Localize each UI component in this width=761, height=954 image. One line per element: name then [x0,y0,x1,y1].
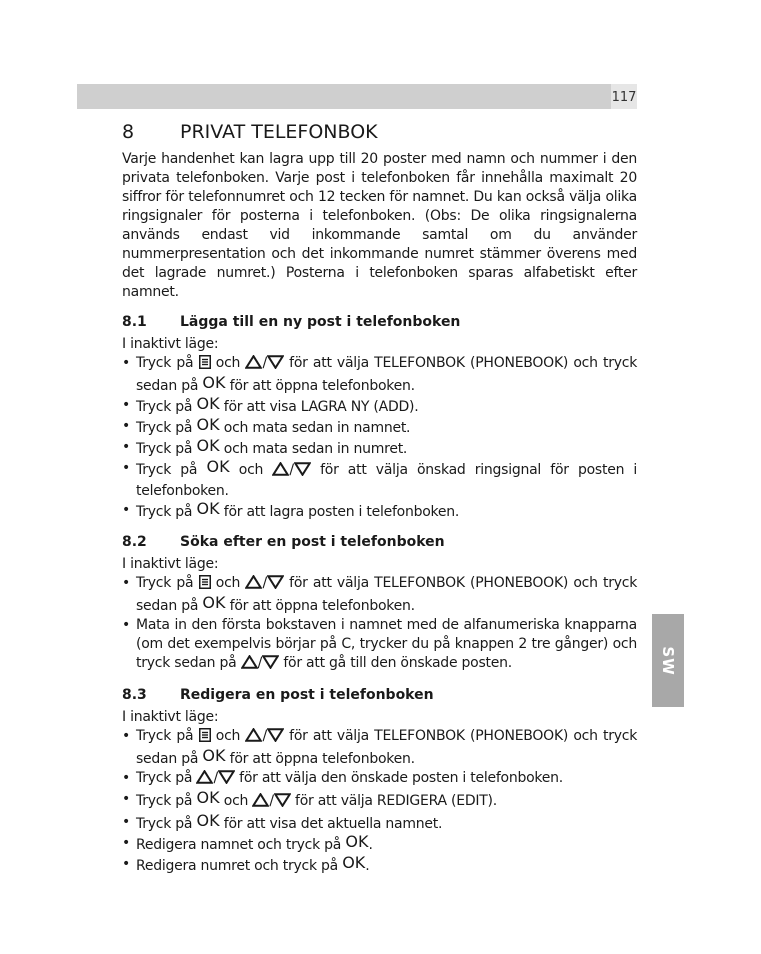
section-number: 8 [122,121,135,143]
subsection-number: 8.1 [122,314,147,330]
section-heading [122,118,637,146]
ok-key-icon: OK [345,832,369,851]
language-tab [652,614,684,707]
subsection-number: 8.2 [122,534,147,550]
subsection-heading [122,686,637,705]
list-item: • Tryck på och / för att välja TELEFONBOK (PHONEBOOK) och tryck sedan på OK för att öppna telefonboken. [122,354,637,396]
list-item: • Redigera numret och tryck på OK. [122,855,637,876]
menu-list-icon [199,728,211,748]
up-triangle-icon [245,355,262,375]
list-item: • Tryck på OK och mata sedan in numret. [122,438,637,459]
subsection-title: Lägga till en ny post i telefonboken [180,314,461,330]
list-item: • Tryck på OK för att visa det aktuella namnet. [122,813,637,834]
list-item: • Tryck på OK för att visa LAGRA NY (ADD). [122,396,637,417]
subsection-heading [122,313,637,332]
down-triangle-icon [267,575,284,595]
list-item: • Tryck på OK för att lagra posten i telefonboken. [122,501,637,522]
subsection-title: Redigera en post i telefonboken [180,687,434,703]
header-bar [77,84,611,109]
ok-key-icon: OK [206,457,230,476]
up-triangle-icon [252,793,269,813]
list-item: • Tryck på / för att välja den önskade posten i telefonboken. [122,769,637,790]
up-triangle-icon [272,462,289,482]
list-item: • Tryck på OK och / för att välja REDIGERA (EDIT). [122,790,637,813]
down-triangle-icon [274,793,291,813]
subsection-intro: I inaktivt läge: [122,709,219,725]
ok-key-icon: OK [202,746,226,765]
section-title: PRIVAT TELEFONBOK [180,121,378,143]
down-triangle-icon [294,462,311,482]
section-intro: Varje handenhet kan lagra upp till 20 poster med namn och nummer i den privata telefonboken. Varje post i telefonboken får innehålla maximalt 20 siffror för telefonnumret och 12 tecken för namnet. Du kan också välja olika ringsignaler för posterna i telefonboken. (Obs: De olika ringsignalerna används endast vid inkommande samtal om du använder nummerpresentation och det inkommande numret stämmer överens med det lagrade numret.) Posterna i telefonboken sparas alfabetiskt efter namnet. [122,151,637,300]
up-triangle-icon [245,728,262,748]
up-triangle-icon [196,770,213,790]
instruction-list [122,727,637,876]
language-tab-label: SW [659,645,677,676]
ok-key-icon: OK [202,593,226,612]
page-number: 117 [611,84,637,109]
menu-list-icon [199,575,211,595]
down-triangle-icon [267,728,284,748]
ok-key-icon: OK [342,853,366,872]
list-item: • Tryck på OK och mata sedan in namnet. [122,417,637,438]
list-item: • Tryck på OK och / för att välja önskad ringsignal för posten i telefonboken. [122,459,637,501]
list-item: • Redigera namnet och tryck på OK. [122,834,637,855]
list-item: • Mata in den första bokstaven i namnet med de alfanumeriska knapparna (om det exempelvis börjar på C, trycker du på knappen 2 tre gånger) och tryck sedan på / för att gå till den önskade posten. [122,616,637,675]
up-triangle-icon [245,575,262,595]
ok-key-icon: OK [196,415,220,434]
ok-key-icon: OK [196,788,220,807]
list-item: • Tryck på och / för att välja TELEFONBOK (PHONEBOOK) och tryck sedan på OK för att öppna telefonboken. [122,727,637,769]
subsection-heading [122,533,637,552]
ok-key-icon: OK [196,436,220,455]
instruction-list [122,354,637,522]
subsection-number: 8.3 [122,687,147,703]
page-content [122,118,637,876]
list-item: • Tryck på och / för att välja TELEFONBOK (PHONEBOOK) och tryck sedan på OK för att öppna telefonboken. [122,574,637,616]
subsection-intro: I inaktivt läge: [122,336,219,352]
ok-key-icon: OK [196,499,220,518]
down-triangle-icon [267,355,284,375]
ok-key-icon: OK [202,373,226,392]
subsection-title: Söka efter en post i telefonboken [180,534,445,550]
subsection-intro: I inaktivt läge: [122,556,219,572]
ok-key-icon: OK [196,394,220,413]
menu-list-icon [199,355,211,375]
instruction-list [122,574,637,675]
ok-key-icon: OK [196,811,220,830]
up-triangle-icon [241,655,258,675]
down-triangle-icon [262,655,279,675]
down-triangle-icon [218,770,235,790]
